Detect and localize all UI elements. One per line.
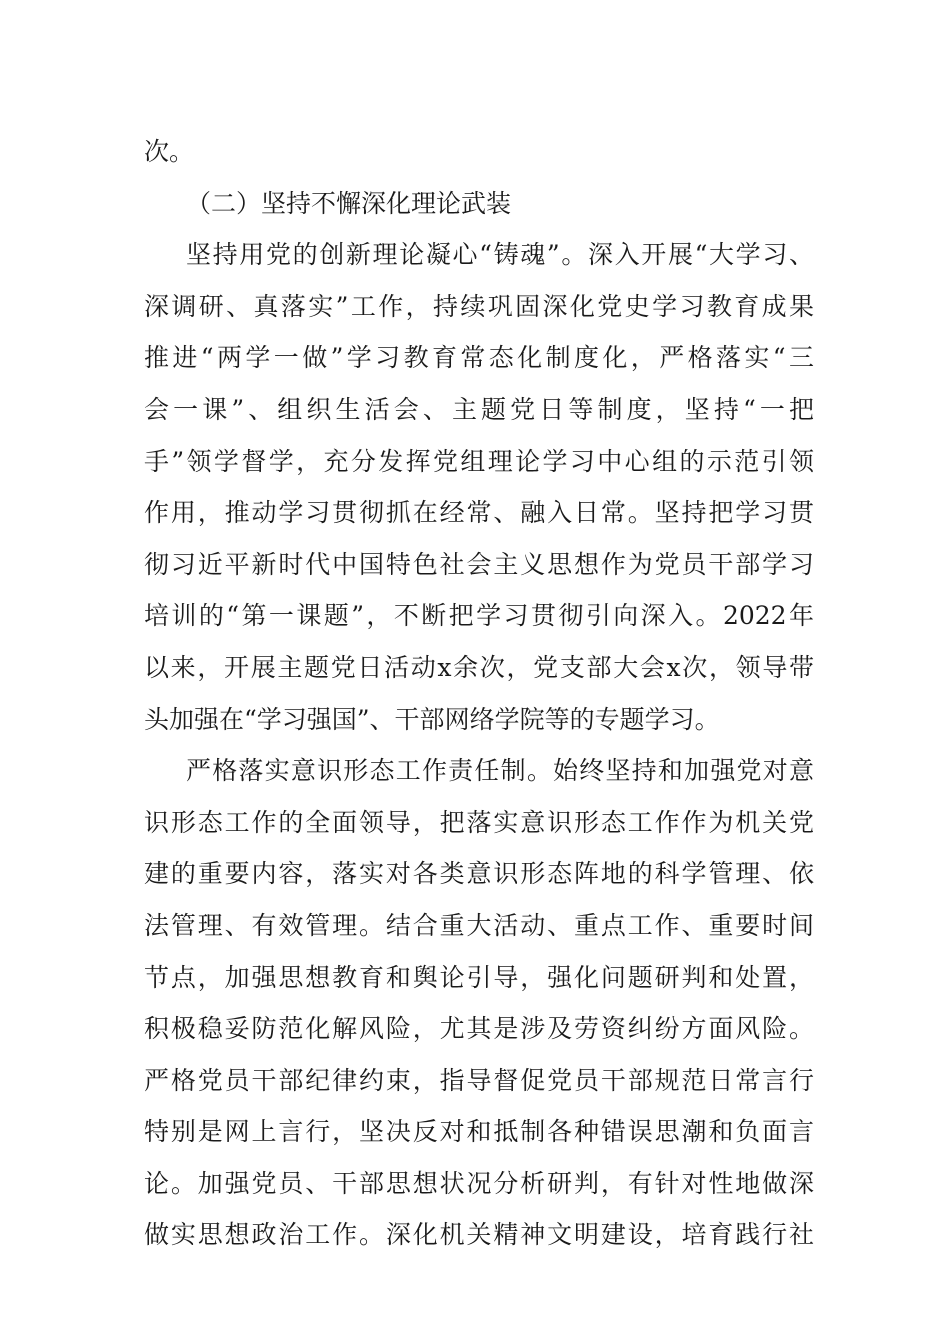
text-line: 深调研、真落实”工作，持续巩固深化党史学习教育成果 xyxy=(144,291,814,321)
text-line: 节点，加强思想教育和舆论引导，强化问题研判和处置， xyxy=(144,962,814,992)
text-line: 以来，开展主题党日活动x余次，党支部大会x次，领导带 xyxy=(144,652,814,682)
text-line: 彻习近平新时代中国特色社会主义思想作为党员干部学习 xyxy=(144,549,814,579)
text-line: 坚持用党的创新理论凝心“铸魂”。深入开展“大学习、 xyxy=(186,240,814,270)
section-heading: （二）坚持不懈深化理论武装 xyxy=(186,188,512,218)
text-line: 积极稳妥防范化解风险，尤其是涉及劳资纠纷方面风险。 xyxy=(144,1014,814,1044)
text-line: 法管理、有效管理。结合重大活动、重点工作、重要时间 xyxy=(144,910,814,940)
text-line: 论。加强党员、干部思想状况分析研判，有针对性地做深 xyxy=(144,1168,814,1198)
text-line: 会一课”、组织生活会、主题党日等制度，坚持“一把 xyxy=(144,394,814,424)
text-line: 建的重要内容，落实对各类意识形态阵地的科学管理、依 xyxy=(144,859,814,889)
text-line: 作用，推动学习贯彻抓在经常、融入日常。坚持把学习贯 xyxy=(144,498,814,528)
text-line: 特别是网上言行，坚决反对和抵制各种错误思潮和负面言 xyxy=(144,1117,814,1147)
document-body xyxy=(144,126,814,1261)
text-line: 手”领学督学，充分发挥党组理论学习中心组的示范引领 xyxy=(144,446,814,476)
text-line: 做实思想政治工作。深化机关精神文明建设，培育践行社 xyxy=(144,1220,814,1250)
text-line: 次。 xyxy=(144,137,195,166)
text-line: 头加强在“学习强国”、干部网络学院等的专题学习。 xyxy=(144,704,720,734)
text-line: 推进“两学一做”学习教育常态化制度化，严格落实“三 xyxy=(144,343,814,373)
text-line: 培训的“第一课题”，不断把学习贯彻引向深入。2022年 xyxy=(144,601,814,631)
text-line: 严格党员干部纪律约束，指导督促党员干部规范日常言行 xyxy=(144,1065,814,1095)
text-line: 识形态工作的全面领导，把落实意识形态工作作为机关党 xyxy=(144,807,814,837)
text-line: 严格落实意识形态工作责任制。始终坚持和加强党对意 xyxy=(186,756,814,786)
